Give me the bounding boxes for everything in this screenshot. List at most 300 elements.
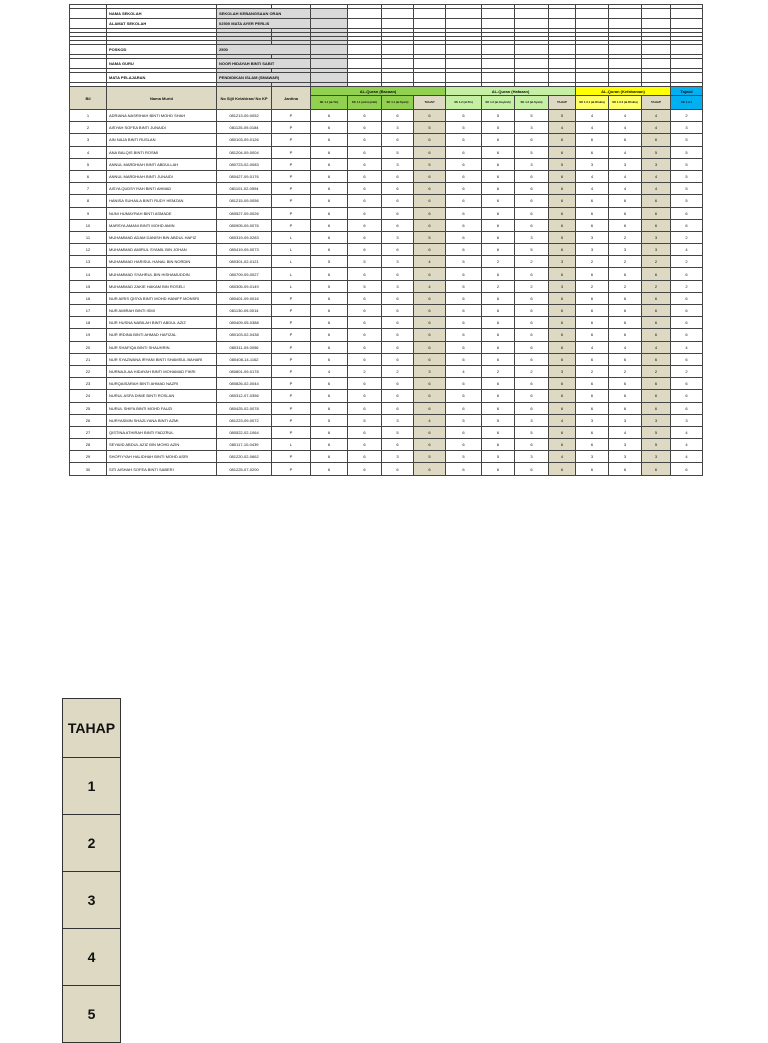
cell-nama: AISYAH SOFEA BINTI JUNAIDI [107, 122, 217, 134]
cell-kp: 081213-09-0052 [217, 110, 272, 122]
cell-score: 6 [671, 207, 703, 219]
cell-score: 6 [348, 183, 382, 195]
cell-score: 6 [515, 402, 549, 414]
cell-score: 6 [609, 329, 642, 341]
cell-score: 6 [446, 146, 482, 158]
cell-bil: 2 [70, 122, 107, 134]
cell-score: 6 [482, 170, 515, 182]
cell-score: 6 [576, 268, 609, 280]
cell-nama: AISYA QUDSYIYAH BINTI AHMAD [107, 183, 217, 195]
cell-tahap: 6 [414, 341, 446, 353]
cell-score: 6 [482, 439, 515, 451]
cell-jantina: P [272, 451, 311, 463]
cell-kp: 080103-09-0126 [217, 134, 272, 146]
cell-tahap: 6 [642, 268, 671, 280]
cell-score: 6 [446, 134, 482, 146]
cell-jantina: L [272, 244, 311, 256]
cell-score: 4 [671, 341, 703, 353]
cell-score: 5 [348, 256, 382, 268]
cell-bil: 28 [70, 439, 107, 451]
cell-score: 6 [671, 353, 703, 365]
cell-tahap: 5 [642, 439, 671, 451]
cell-bil: 6 [70, 170, 107, 182]
cell-score: 3 [515, 231, 549, 243]
cell-score: 2 [576, 256, 609, 268]
cell-score: 2 [576, 365, 609, 377]
cell-tahap: 6 [549, 390, 576, 402]
cell-score: 6 [609, 353, 642, 365]
cell-tahap: 6 [642, 219, 671, 231]
school-info [70, 5, 703, 87]
header-nosijil: No Sijil Kelahiran/ No KP [217, 87, 272, 110]
cell-score: 6 [348, 390, 382, 402]
cell-tahap: 6 [549, 134, 576, 146]
cell-score: 6 [671, 219, 703, 231]
cell-score: 4 [576, 341, 609, 353]
cell-tahap: 6 [549, 146, 576, 158]
cell-score: 6 [311, 305, 348, 317]
cell-score: 4 [609, 110, 642, 122]
cell-score: 6 [311, 268, 348, 280]
cell-jantina: P [272, 305, 311, 317]
cell-score: 6 [671, 268, 703, 280]
cell-score: 6 [576, 305, 609, 317]
cell-score: 2 [609, 365, 642, 377]
cell-score: 6 [482, 207, 515, 219]
guru-label: NAMA GURU [107, 59, 217, 69]
cell-tahap: 6 [414, 183, 446, 195]
cell-score: 6 [348, 244, 382, 256]
cell-bil: 15 [70, 280, 107, 292]
cell-score: 6 [515, 207, 549, 219]
cell-score: 6 [515, 329, 549, 341]
cell-score: 5 [446, 256, 482, 268]
cell-score: 6 [609, 305, 642, 317]
cell-score: 5 [446, 414, 482, 426]
cell-jantina: L [272, 280, 311, 292]
table-row [70, 439, 703, 451]
cell-score: 6 [515, 390, 549, 402]
cell-jantina: P [272, 414, 311, 426]
cell-kp: 081204-09-0004 [217, 146, 272, 158]
cell-tahap: 6 [549, 207, 576, 219]
legend-level: 2 [63, 815, 121, 872]
cell-kp: 081125-09-0184 [217, 122, 272, 134]
cell-tahap: 6 [549, 353, 576, 365]
cell-score: 6 [348, 268, 382, 280]
cell-score: 4 [671, 244, 703, 256]
cell-bil: 16 [70, 292, 107, 304]
cell-score: 6 [482, 329, 515, 341]
cell-nama: MUHAMMAD ZAKIE HAKAM BIN ROSELI [107, 280, 217, 292]
cell-score: 6 [609, 402, 642, 414]
table-row [70, 317, 703, 329]
cell-tahap: 6 [549, 268, 576, 280]
cell-score: 6 [311, 426, 348, 438]
cell-score: 6 [671, 390, 703, 402]
cell-score: 6 [482, 292, 515, 304]
table-row [70, 365, 703, 377]
cell-tahap: 6 [549, 219, 576, 231]
cell-score: 6 [311, 207, 348, 219]
cell-tahap: 6 [642, 292, 671, 304]
cell-score: 6 [311, 122, 348, 134]
header-tahap: TAHAP [414, 96, 446, 110]
cell-score: 4 [609, 122, 642, 134]
cell-jantina: P [272, 317, 311, 329]
cell-score: 2 [348, 365, 382, 377]
table-row [70, 134, 703, 146]
cell-score: 6 [515, 317, 549, 329]
cell-score: 6 [446, 158, 482, 170]
cell-score: 6 [482, 195, 515, 207]
cell-tahap: 6 [642, 463, 671, 475]
cell-score: 6 [576, 195, 609, 207]
cell-nama: ANNUL MARDHIAH BINTI JUNAIDI [107, 170, 217, 182]
cell-score: 6 [482, 158, 515, 170]
poskod-value: 2500 [217, 45, 311, 55]
cell-score: 6 [348, 219, 382, 231]
cell-score: 6 [609, 378, 642, 390]
cell-tahap: 6 [414, 134, 446, 146]
cell-score: 6 [446, 231, 482, 243]
cell-score: 6 [382, 219, 414, 231]
cell-tahap: 4 [414, 256, 446, 268]
cell-score: 6 [482, 378, 515, 390]
cell-tahap: 6 [414, 426, 446, 438]
cell-nama: NUR SYAZWANA IRYANI BINTI SHAMSUL BAHARI [107, 353, 217, 365]
table-row [70, 341, 703, 353]
cell-score: 6 [446, 219, 482, 231]
cell-tahap: 6 [642, 329, 671, 341]
cell-score: 6 [671, 317, 703, 329]
header-tahap: TAHAP [549, 96, 576, 110]
cell-score: 6 [348, 329, 382, 341]
cell-kp: 081223-09-0072 [217, 414, 272, 426]
cell-tahap: 3 [642, 231, 671, 243]
cell-tahap: 2 [642, 280, 671, 292]
cell-score: 6 [311, 378, 348, 390]
header-sk: SK 1.1 (al-Tin) [311, 96, 348, 110]
cell-score: 6 [382, 305, 414, 317]
cell-tahap: 5 [414, 158, 446, 170]
cell-bil: 21 [70, 353, 107, 365]
table-header [70, 87, 703, 110]
cell-tahap: 5 [414, 451, 446, 463]
cell-tahap: 4 [549, 451, 576, 463]
cell-tahap: 3 [414, 365, 446, 377]
cell-score: 3 [576, 231, 609, 243]
cell-jantina: P [272, 329, 311, 341]
cell-score: 2 [482, 280, 515, 292]
cell-score: 6 [446, 305, 482, 317]
cell-score: 6 [446, 353, 482, 365]
table-row [70, 146, 703, 158]
cell-jantina: P [272, 353, 311, 365]
cell-score: 4 [609, 341, 642, 353]
cell-score: 6 [382, 329, 414, 341]
cell-score: 3 [515, 158, 549, 170]
cell-tahap: 6 [549, 439, 576, 451]
cell-kp: 080801-09-0178 [217, 365, 272, 377]
cell-score: 4 [671, 426, 703, 438]
header-sk: SK 1.2 (al-Syam) [515, 96, 549, 110]
cell-score: 6 [515, 219, 549, 231]
cell-tahap: 6 [642, 317, 671, 329]
cell-score: 3 [515, 122, 549, 134]
cell-score: 6 [446, 439, 482, 451]
cell-tahap: 3 [642, 244, 671, 256]
cell-bil: 14 [70, 268, 107, 280]
cell-nama: SHOFIYYAH HALIDHAH BINTI MOHD ASRI [107, 451, 217, 463]
table-row [70, 122, 703, 134]
cell-score: 3 [382, 231, 414, 243]
cell-score: 6 [348, 158, 382, 170]
poskod-label: POSKOD [107, 45, 217, 55]
cell-nama: AIN NAJA BINTI RUSLAN [107, 134, 217, 146]
cell-tahap: 6 [549, 317, 576, 329]
cell-tahap: 6 [414, 207, 446, 219]
cell-kp: 080905-09-0076 [217, 219, 272, 231]
cell-score: 3 [576, 414, 609, 426]
cell-score: 6 [446, 463, 482, 475]
cell-kp: 081220-02-0662 [217, 451, 272, 463]
cell-score: 6 [576, 439, 609, 451]
cell-bil: 25 [70, 402, 107, 414]
cell-bil: 30 [70, 463, 107, 475]
cell-score: 2 [515, 280, 549, 292]
cell-bil: 7 [70, 183, 107, 195]
header-tahap: TAHAP [642, 96, 671, 110]
cell-score: 6 [382, 244, 414, 256]
cell-score: 6 [482, 134, 515, 146]
cell-tahap: 5 [642, 146, 671, 158]
cell-nama: NUR IRDINA BINTI AHMAD HAFIZAL [107, 329, 217, 341]
cell-kp: 081215-09-0056 [217, 195, 272, 207]
cell-score: 6 [311, 219, 348, 231]
cell-score: 6 [446, 292, 482, 304]
cell-score: 4 [609, 183, 642, 195]
cell-score: 6 [348, 426, 382, 438]
cell-score: 6 [609, 268, 642, 280]
table-row [70, 231, 703, 243]
cell-kp: 081225-07-0200 [217, 463, 272, 475]
cell-nama: NUR SHAFIQA BINTI SHAUHRIN [107, 341, 217, 353]
cell-jantina: P [272, 463, 311, 475]
table-row [70, 195, 703, 207]
cell-score: 5 [515, 244, 549, 256]
cell-bil: 3 [70, 134, 107, 146]
cell-score: 4 [671, 451, 703, 463]
cell-score: 6 [348, 463, 382, 475]
cell-nama: MUHAMMAD HARISUL HANAL BIN NORDIN [107, 256, 217, 268]
cell-score: 3 [382, 451, 414, 463]
cell-score: 6 [382, 268, 414, 280]
header-group-kefahaman: AL-Quran (Kefahaman) [576, 87, 671, 96]
cell-score: 6 [515, 353, 549, 365]
cell-score: 2 [609, 256, 642, 268]
cell-score: 6 [311, 170, 348, 182]
cell-score: 6 [348, 134, 382, 146]
cell-score: 6 [482, 426, 515, 438]
table-row [70, 378, 703, 390]
cell-score: 6 [515, 341, 549, 353]
cell-nama: NURQAISARAH BINTI AHMAD NAZRI [107, 378, 217, 390]
cell-score: 6 [482, 146, 515, 158]
cell-score: 5 [482, 451, 515, 463]
cell-nama: ANNUL MARDHIAH BINTI ABDULLAH [107, 158, 217, 170]
cell-kp: 080522-02-1064 [217, 426, 272, 438]
cell-jantina: P [272, 183, 311, 195]
cell-score: 4 [446, 365, 482, 377]
cell-bil: 4 [70, 146, 107, 158]
cell-tahap: 3 [549, 365, 576, 377]
cell-tahap: 6 [414, 329, 446, 341]
cell-score: 6 [311, 439, 348, 451]
cell-tahap: 4 [549, 414, 576, 426]
cell-nama: NUR AMIRAH BINTI ISMI [107, 305, 217, 317]
cell-tahap: 6 [414, 195, 446, 207]
cell-score: 4 [576, 170, 609, 182]
cell-tahap: 6 [642, 378, 671, 390]
cell-bil: 27 [70, 426, 107, 438]
cell-tahap: 6 [642, 195, 671, 207]
cell-score: 6 [348, 231, 382, 243]
header-group-hafazan: AL-Quran (Hafazan) [446, 87, 576, 96]
cell-bil: 10 [70, 219, 107, 231]
cell-score: 6 [576, 353, 609, 365]
cell-score: 6 [671, 292, 703, 304]
cell-score: 6 [311, 317, 348, 329]
table-row [70, 463, 703, 475]
table-row [70, 390, 703, 402]
cell-tahap: 6 [414, 353, 446, 365]
cell-score: 5 [446, 451, 482, 463]
table-row [70, 329, 703, 341]
cell-tahap: 6 [549, 244, 576, 256]
cell-jantina: P [272, 402, 311, 414]
cell-bil: 24 [70, 390, 107, 402]
cell-bil: 17 [70, 305, 107, 317]
cell-score: 3 [382, 256, 414, 268]
cell-kp: 080312-07-0356 [217, 390, 272, 402]
student-rows [70, 110, 703, 476]
cell-score: 6 [446, 426, 482, 438]
cell-score: 5 [482, 414, 515, 426]
cell-nama: MARSYA AMANI BINTI MOHD AMIN [107, 219, 217, 231]
cell-nama: NURUL SHIFA BINTI MOHD FAUZI [107, 402, 217, 414]
cell-score: 6 [311, 183, 348, 195]
table-row [70, 158, 703, 170]
cell-score: 6 [348, 195, 382, 207]
cell-score: 6 [515, 439, 549, 451]
cell-tahap: 4 [414, 414, 446, 426]
cell-tahap: 3 [642, 451, 671, 463]
cell-score: 6 [446, 244, 482, 256]
cell-score: 6 [576, 146, 609, 158]
table-row [70, 451, 703, 463]
cell-bil: 11 [70, 231, 107, 243]
cell-bil: 8 [70, 195, 107, 207]
cell-score: 2 [515, 365, 549, 377]
cell-nama: MUHAMMAD ADAM DANISH BIN ABDUL HAFIZ [107, 231, 217, 243]
cell-score: 6 [482, 390, 515, 402]
cell-tahap: 6 [414, 439, 446, 451]
mapel-value: PENDIDIKAN ISLAM (SMAWAR) [217, 73, 311, 83]
cell-score: 2 [609, 231, 642, 243]
cell-nama: SEYAIID ABDUL AZIZ BIN MOHD AZIN [107, 439, 217, 451]
cell-score: 6 [348, 451, 382, 463]
cell-score: 5 [515, 110, 549, 122]
cell-score: 5 [382, 146, 414, 158]
cell-jantina: L [272, 231, 311, 243]
cell-score: 6 [382, 207, 414, 219]
cell-score: 6 [311, 195, 348, 207]
cell-tahap: 6 [642, 390, 671, 402]
cell-score: 6 [348, 341, 382, 353]
cell-score: 5 [671, 170, 703, 182]
cell-kp: 080103-02-0438 [217, 329, 272, 341]
nama-sekolah-value: SEKOLAH KEBANGSAAN ORAN [217, 9, 311, 19]
table-row [70, 414, 703, 426]
cell-score: 6 [515, 305, 549, 317]
cell-score: 6 [382, 183, 414, 195]
cell-score: 6 [382, 378, 414, 390]
cell-bil: 19 [70, 329, 107, 341]
table-row [70, 280, 703, 292]
cell-nama: HANISA SUHAILA BINTI RUDY HEMZAN [107, 195, 217, 207]
cell-bil: 22 [70, 365, 107, 377]
cell-score: 6 [576, 378, 609, 390]
cell-kp: 080425-02-0078 [217, 402, 272, 414]
cell-score: 5 [311, 414, 348, 426]
cell-score: 4 [671, 439, 703, 451]
table-row [70, 402, 703, 414]
cell-score: 6 [348, 110, 382, 122]
cell-score: 6 [671, 402, 703, 414]
cell-bil: 26 [70, 414, 107, 426]
nama-sekolah-label: NAMA SEKOLAH [107, 9, 217, 19]
cell-score: 5 [515, 146, 549, 158]
cell-score: 6 [576, 134, 609, 146]
cell-kp: 080527-09-0026 [217, 207, 272, 219]
cell-score: 6 [348, 439, 382, 451]
cell-kp: 080117-10-0439 [217, 439, 272, 451]
cell-score: 6 [671, 329, 703, 341]
legend-level: 5 [63, 986, 121, 1043]
cell-score: 6 [576, 219, 609, 231]
cell-score: 6 [609, 390, 642, 402]
table-row [70, 353, 703, 365]
cell-score: 2 [515, 256, 549, 268]
cell-score: 6 [482, 353, 515, 365]
cell-score: 3 [382, 280, 414, 292]
cell-bil: 1 [70, 110, 107, 122]
cell-nama: SITI AISHAH SOFEA BINTI SABERI [107, 463, 217, 475]
cell-kp: 080408-14-1162 [217, 353, 272, 365]
cell-jantina: P [272, 110, 311, 122]
cell-score: 3 [609, 451, 642, 463]
cell-score: 6 [348, 305, 382, 317]
cell-score: 3 [609, 414, 642, 426]
cell-nama: MUHAMMAD SYAHRUL BIN HISHAMUDDIN [107, 268, 217, 280]
cell-nama: NUR HUSNA NABILAH BINTI ABDUL AZIZ [107, 317, 217, 329]
cell-score: 6 [446, 390, 482, 402]
cell-score: 6 [446, 110, 482, 122]
cell-kp: 080826-02-0044 [217, 378, 272, 390]
cell-score: 4 [609, 426, 642, 438]
cell-score: 6 [609, 463, 642, 475]
